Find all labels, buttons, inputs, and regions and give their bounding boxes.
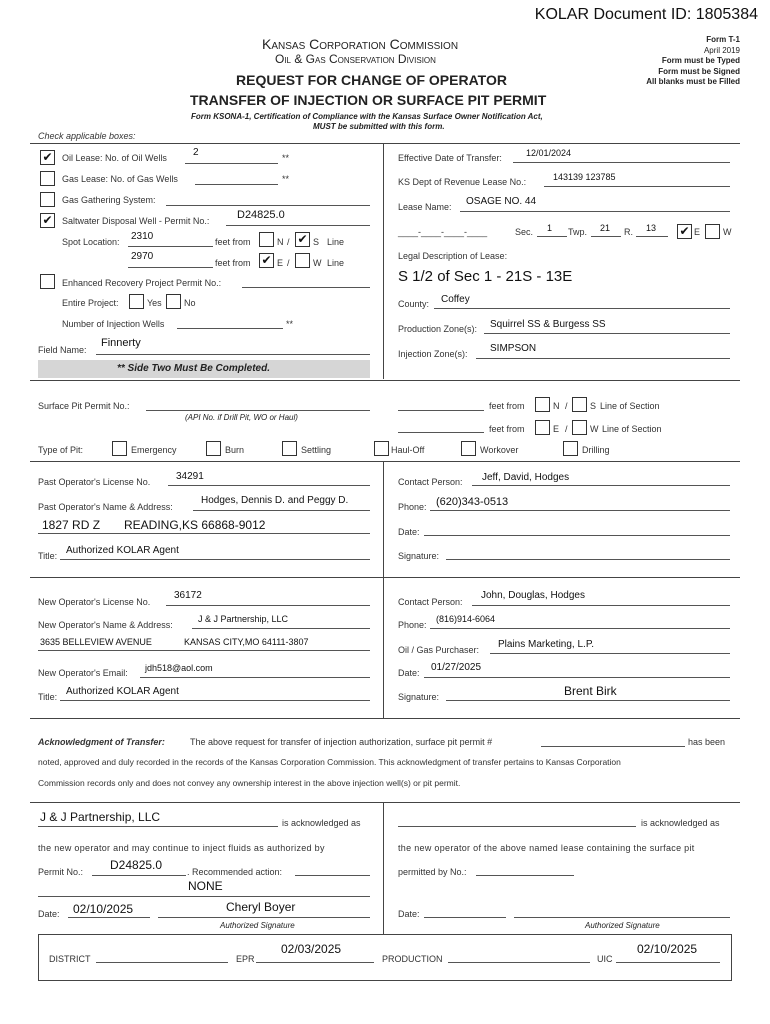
pit-settling-checkbox[interactable] bbox=[282, 441, 297, 456]
pit-ew-field[interactable] bbox=[398, 432, 484, 433]
range-field[interactable] bbox=[636, 236, 668, 237]
epr-date-value: 02/03/2025 bbox=[281, 942, 342, 956]
oil-wells-stars: ** bbox=[282, 153, 290, 163]
uic-field[interactable] bbox=[616, 962, 720, 963]
pit-ew-line-label: Line of Section bbox=[602, 424, 662, 434]
pit-type-label: Type of Pit: bbox=[38, 445, 84, 455]
pit-haul-off-label: Haul-Off bbox=[391, 445, 425, 455]
pit-e-checkbox[interactable] bbox=[535, 420, 550, 435]
field-name-value: Finnerty bbox=[101, 337, 141, 349]
pit-s-checkbox[interactable] bbox=[572, 397, 587, 412]
ksdor-value: 143139 123785 bbox=[553, 172, 616, 182]
past-contact-field[interactable] bbox=[472, 485, 730, 486]
past-address-line2: READING,KS 66868-9012 bbox=[124, 518, 266, 532]
twp-value: 21 bbox=[600, 223, 611, 233]
past-contact-value: Jeff, David, Hodges bbox=[482, 472, 570, 483]
spot-ns-feet-from: feet from bbox=[215, 237, 251, 247]
new-name-label: New Operator's Name & Address: bbox=[38, 620, 173, 630]
range-w-label: W bbox=[723, 227, 732, 237]
production-label: PRODUCTION bbox=[382, 954, 443, 964]
swd-checkbox[interactable]: ✔ bbox=[40, 213, 55, 228]
past-name-field[interactable] bbox=[193, 510, 370, 511]
new-contact-label: Contact Person: bbox=[398, 597, 463, 607]
new-phone-field[interactable] bbox=[430, 628, 730, 629]
spot-ew-line-label: Line bbox=[327, 258, 345, 268]
new-email-field[interactable] bbox=[140, 677, 370, 678]
ack-rec-value: NONE bbox=[188, 879, 223, 893]
effective-date-value: 12/01/2024 bbox=[526, 148, 572, 158]
pit-slash-1: / bbox=[565, 401, 568, 411]
pit-ns-feet-from: feet from bbox=[489, 401, 525, 411]
entire-yes-label: Yes bbox=[147, 298, 162, 308]
spot-e-checkbox[interactable]: ✔ bbox=[259, 253, 274, 268]
ack-boxes-divider bbox=[383, 802, 384, 935]
swd-permit-field[interactable] bbox=[226, 225, 370, 226]
ack-left-operator: J & J Partnership, LLC bbox=[40, 810, 161, 824]
division-name: Oil & Gas Conservation Division bbox=[275, 52, 436, 66]
ack-right-operator-field[interactable] bbox=[398, 826, 636, 827]
ack-text-1: The above request for transfer of injection authorization, surface pit permit # bbox=[190, 737, 493, 747]
new-name-value: J & J Partnership, LLC bbox=[198, 614, 289, 624]
gas-lease-label: Gas Lease: No. of Gas Wells bbox=[62, 174, 178, 184]
past-name-value: Hodges, Dennis D. and Peggy D. bbox=[201, 495, 349, 506]
spot-ew-feet-from: feet from bbox=[215, 258, 251, 268]
pit-w-label: W bbox=[590, 424, 599, 434]
sec-field[interactable] bbox=[537, 236, 567, 237]
ksdor-label: KS Dept of Revenue Lease No.: bbox=[398, 177, 527, 187]
new-contact-field[interactable] bbox=[472, 605, 730, 606]
twp-label: Twp. bbox=[568, 227, 588, 237]
ack-left-signature-value: Cheryl Boyer bbox=[226, 900, 296, 914]
spot-location-label: Spot Location: bbox=[62, 237, 120, 247]
ack-left-date-label: Date: bbox=[38, 909, 60, 919]
production-zone-field[interactable] bbox=[484, 333, 730, 334]
entire-project-label: Entire Project: bbox=[62, 298, 119, 308]
effective-date-label: Effective Date of Transfer: bbox=[398, 153, 502, 163]
past-address-line1: 1827 RD Z bbox=[42, 518, 101, 532]
effective-date-field[interactable] bbox=[513, 162, 730, 163]
ack-right-signature-field[interactable] bbox=[514, 917, 730, 918]
swd-label: Saltwater Disposal Well - Permit No.: bbox=[62, 216, 210, 226]
agency-name: Kansas Corporation Commission bbox=[262, 36, 459, 52]
new-address-line1: 3635 BELLEVIEW AVENUE bbox=[40, 637, 152, 647]
pit-drilling-checkbox[interactable] bbox=[563, 441, 578, 456]
entire-no-label: No bbox=[184, 298, 196, 308]
ack-rec-field[interactable] bbox=[295, 875, 370, 876]
ack-permit-label: Permit No.: bbox=[38, 867, 84, 877]
pit-settling-label: Settling bbox=[301, 445, 332, 455]
spot-ew-value: 2970 bbox=[131, 251, 154, 262]
ack-left-auth-sig: Authorized Signature bbox=[220, 921, 295, 930]
spot-ns-line-label: Line bbox=[327, 237, 345, 247]
range-e-checkbox[interactable]: ✔ bbox=[677, 224, 692, 239]
pit-ns-field[interactable] bbox=[398, 410, 484, 411]
ack-permitted-by-label: permitted by No.: bbox=[398, 867, 467, 877]
top-section-divider bbox=[383, 143, 384, 379]
form-note-signed: Form must be Signed bbox=[658, 67, 740, 76]
form-number: Form T-1 bbox=[706, 35, 740, 44]
spot-slash-1: / bbox=[287, 237, 290, 247]
pit-s-label: S bbox=[590, 401, 597, 411]
ack-left-is-ack: is acknowledged as bbox=[282, 818, 361, 828]
ack-boxes-rule bbox=[30, 802, 740, 803]
past-signature-field[interactable] bbox=[446, 559, 730, 560]
ack-lead: Acknowledgment of Transfer: bbox=[38, 737, 165, 747]
pit-workover-checkbox[interactable] bbox=[461, 441, 476, 456]
ack-rec-field-2[interactable] bbox=[38, 896, 370, 897]
lease-name-label: Lease Name: bbox=[398, 202, 452, 212]
top-section-rule bbox=[30, 143, 740, 144]
district-label: DISTRICT bbox=[49, 954, 91, 964]
past-license-label: Past Operator's License No. bbox=[38, 477, 151, 487]
new-license-value: 36172 bbox=[174, 590, 202, 601]
surface-pit-field[interactable] bbox=[146, 410, 370, 411]
past-date-field[interactable] bbox=[424, 535, 730, 536]
document-id: KOLAR Document ID: 1805384 bbox=[534, 6, 758, 23]
gas-gathering-field[interactable] bbox=[166, 205, 370, 206]
field-name-label: Field Name: bbox=[38, 345, 87, 355]
new-title-label: Title: bbox=[38, 692, 58, 702]
spot-ew-field[interactable] bbox=[128, 267, 213, 268]
range-w-checkbox[interactable] bbox=[705, 224, 720, 239]
entire-yes-checkbox[interactable] bbox=[129, 294, 144, 309]
new-license-label: New Operator's License No. bbox=[38, 597, 151, 607]
past-name-label: Past Operator's Name & Address: bbox=[38, 502, 173, 512]
pit-haul-off-checkbox[interactable] bbox=[374, 441, 389, 456]
sec-value: 1 bbox=[547, 223, 553, 233]
purchaser-value: Plains Marketing, L.P. bbox=[498, 639, 594, 650]
new-phone-label: Phone: bbox=[398, 620, 427, 630]
spot-n-label: N bbox=[277, 237, 284, 247]
new-date-value: 01/27/2025 bbox=[431, 662, 482, 673]
injection-wells-field[interactable] bbox=[177, 328, 283, 329]
ack-left-date-value: 02/10/2025 bbox=[73, 902, 134, 916]
form-date: April 2019 bbox=[703, 46, 740, 55]
new-section-divider bbox=[383, 577, 384, 718]
pit-n-checkbox[interactable] bbox=[535, 397, 550, 412]
ack-permit-value: D24825.0 bbox=[110, 858, 163, 872]
range-label: R. bbox=[624, 227, 633, 237]
gas-lease-checkbox[interactable] bbox=[40, 171, 55, 186]
form-note-filled: All blanks must be Filled bbox=[646, 77, 740, 86]
pit-ns-line-label: Line of Section bbox=[600, 401, 660, 411]
eor-permit-field[interactable] bbox=[242, 287, 370, 288]
past-phone-label: Phone: bbox=[398, 502, 427, 512]
county-label: County: bbox=[398, 299, 430, 309]
new-date-label: Date: bbox=[398, 668, 420, 678]
pit-section-rule bbox=[30, 380, 740, 381]
oil-lease-label: Oil Lease: No. of Oil Wells bbox=[62, 153, 167, 163]
twp-field[interactable] bbox=[591, 236, 621, 237]
field-name-field[interactable] bbox=[96, 354, 370, 355]
new-phone-value: (816)914-6064 bbox=[436, 614, 496, 624]
purchaser-field[interactable] bbox=[490, 653, 730, 654]
gas-gathering-label: Gas Gathering System: bbox=[62, 195, 156, 205]
past-date-label: Date: bbox=[398, 527, 420, 537]
legal-desc-value: S 1/2 of Sec 1 - 21S - 13E bbox=[398, 268, 573, 285]
spot-w-label: W bbox=[313, 258, 322, 268]
injection-zone-label: Injection Zone(s): bbox=[398, 349, 468, 359]
past-title-value: Authorized KOLAR Agent bbox=[66, 545, 179, 556]
uic-date-value: 02/10/2025 bbox=[637, 942, 698, 956]
gas-wells-stars: ** bbox=[282, 174, 290, 184]
ack-rec-label: . Recommended action: bbox=[187, 867, 283, 877]
spot-s-label: S bbox=[313, 237, 320, 247]
ack-left-operator-field[interactable] bbox=[38, 826, 278, 827]
new-email-value: jdh518@aol.com bbox=[145, 663, 213, 673]
api-note: (API No. if Drill Pit, WO or Haul) bbox=[185, 413, 298, 422]
ack-right-date-label: Date: bbox=[398, 909, 420, 919]
county-value: Coffey bbox=[441, 294, 470, 305]
form-note-typed: Form must be Typed bbox=[661, 56, 740, 65]
production-field[interactable] bbox=[448, 962, 590, 963]
form-title-2: TRANSFER OF INJECTION OR SURFACE PIT PERMIT bbox=[190, 92, 547, 108]
spot-slash-2: / bbox=[287, 258, 290, 268]
pit-burn-label: Burn bbox=[225, 445, 245, 455]
injection-zone-field[interactable] bbox=[476, 358, 730, 359]
injection-wells-label: Number of Injection Wells bbox=[62, 319, 165, 329]
epr-label: EPR bbox=[236, 954, 255, 964]
gas-wells-field[interactable] bbox=[195, 184, 278, 185]
oil-wells-value: 2 bbox=[193, 147, 199, 158]
new-signature-label: Signature: bbox=[398, 692, 440, 702]
new-signature-value: Brent Birk bbox=[564, 684, 617, 698]
past-signature-label: Signature: bbox=[398, 551, 440, 561]
production-zone-label: Production Zone(s): bbox=[398, 324, 478, 334]
swd-permit-value: D24825.0 bbox=[237, 209, 285, 221]
past-license-value: 34291 bbox=[176, 471, 204, 482]
ack-text-2: noted, approved and duly recorded in the records of the Kansas Corporation Commission. This acknowledgment of transfer pertains to Kansas Corporation bbox=[38, 757, 621, 767]
past-title-field[interactable] bbox=[60, 559, 370, 560]
pit-w-checkbox[interactable] bbox=[572, 420, 587, 435]
pit-n-label: N bbox=[553, 401, 560, 411]
ack-text-3: Commission records only and does not convey any ownership interest in the above injection well(s) or pit permit. bbox=[38, 778, 461, 788]
new-address-line2: KANSAS CITY,MO 64111-3807 bbox=[184, 637, 309, 647]
new-name-field[interactable] bbox=[192, 628, 370, 629]
new-section-rule bbox=[30, 577, 740, 578]
uic-label: UIC bbox=[597, 954, 613, 964]
spot-ns-value: 2310 bbox=[131, 231, 154, 242]
county-field[interactable] bbox=[434, 308, 730, 309]
past-section-rule bbox=[30, 461, 740, 462]
eor-label: Enhanced Recovery Project Permit No.: bbox=[62, 278, 222, 288]
ack-left-signature-field[interactable] bbox=[158, 917, 370, 918]
surface-pit-label: Surface Pit Permit No.: bbox=[38, 401, 130, 411]
injection-wells-stars: ** bbox=[286, 319, 294, 329]
ack-right-text: the new operator of the above named lease containing the surface pit bbox=[398, 843, 695, 853]
new-license-field[interactable] bbox=[166, 605, 370, 606]
ksdor-field[interactable] bbox=[544, 186, 730, 187]
ack-section-rule bbox=[30, 718, 740, 719]
eor-checkbox[interactable] bbox=[40, 274, 55, 289]
pit-ew-feet-from: feet from bbox=[489, 424, 525, 434]
ack-pit-permit-field[interactable] bbox=[541, 746, 685, 747]
qtr-blanks: ____-____-____-____ bbox=[398, 227, 488, 237]
pit-emergency-checkbox[interactable] bbox=[112, 441, 127, 456]
spot-s-checkbox[interactable]: ✔ bbox=[295, 232, 310, 247]
ack-has-been: has been bbox=[688, 737, 726, 747]
production-zone-value: Squirrel SS & Burgess SS bbox=[490, 319, 606, 330]
new-contact-value: John, Douglas, Hodges bbox=[481, 590, 585, 601]
pit-burn-checkbox[interactable] bbox=[206, 441, 221, 456]
range-e-label: E bbox=[694, 227, 701, 237]
ack-permitted-by-field[interactable] bbox=[476, 875, 574, 876]
past-phone-value: (620)343-0513 bbox=[436, 496, 509, 508]
new-address-field[interactable] bbox=[38, 650, 370, 651]
ack-right-is-ack: is acknowledged as bbox=[641, 818, 720, 828]
pit-drilling-label: Drilling bbox=[582, 445, 610, 455]
side-two-notice: ** Side Two Must Be Completed. bbox=[117, 363, 270, 374]
ksona-note-1: Form KSONA-1, Certification of Compliance with the Kansas Surface Owner Notification Act, bbox=[191, 112, 543, 121]
past-license-field[interactable] bbox=[168, 485, 370, 486]
ksona-note-2: MUST be submitted with this form. bbox=[313, 122, 445, 131]
past-title-label: Title: bbox=[38, 551, 58, 561]
spot-n-checkbox[interactable] bbox=[259, 232, 274, 247]
ack-left-text: the new operator and may continue to inject fluids as authorized by bbox=[38, 843, 325, 853]
form-title-1: REQUEST FOR CHANGE OF OPERATOR bbox=[236, 72, 507, 88]
ack-left-date-field[interactable] bbox=[68, 917, 150, 918]
district-field[interactable] bbox=[96, 962, 228, 963]
new-title-value: Authorized KOLAR Agent bbox=[66, 686, 179, 697]
spot-w-checkbox[interactable] bbox=[295, 253, 310, 268]
ack-permit-field[interactable] bbox=[92, 875, 186, 876]
new-signature-field[interactable] bbox=[446, 700, 730, 701]
ack-right-date-field[interactable] bbox=[424, 917, 506, 918]
oil-lease-checkbox[interactable]: ✔ bbox=[40, 150, 55, 165]
past-contact-label: Contact Person: bbox=[398, 477, 463, 487]
spot-e-label: E bbox=[277, 258, 284, 268]
pit-workover-label: Workover bbox=[480, 445, 519, 455]
range-value: 13 bbox=[646, 223, 657, 233]
pit-e-label: E bbox=[553, 424, 560, 434]
past-address-field[interactable] bbox=[38, 533, 370, 534]
check-boxes-label: Check applicable boxes: bbox=[38, 131, 136, 141]
oil-wells-field[interactable] bbox=[185, 163, 278, 164]
past-section-divider bbox=[383, 461, 384, 577]
legal-desc-label: Legal Description of Lease: bbox=[398, 251, 508, 261]
pit-emergency-label: Emergency bbox=[131, 445, 177, 455]
lease-name-value: OSAGE NO. 44 bbox=[466, 196, 537, 207]
pit-slash-2: / bbox=[565, 424, 568, 434]
new-title-field[interactable] bbox=[60, 700, 370, 701]
ack-right-auth-sig: Authorized Signature bbox=[585, 921, 660, 930]
new-date-field[interactable] bbox=[424, 677, 730, 678]
new-email-label: New Operator's Email: bbox=[38, 668, 128, 678]
past-phone-field[interactable] bbox=[430, 510, 730, 511]
entire-no-checkbox[interactable] bbox=[166, 294, 181, 309]
lease-name-field[interactable] bbox=[460, 211, 730, 212]
purchaser-label: Oil / Gas Purchaser: bbox=[398, 645, 480, 655]
gas-gathering-checkbox[interactable] bbox=[40, 192, 55, 207]
epr-field[interactable] bbox=[256, 962, 374, 963]
injection-zone-value: SIMPSON bbox=[490, 343, 537, 354]
sec-label: Sec. bbox=[515, 227, 534, 237]
spot-ns-field[interactable] bbox=[128, 246, 213, 247]
